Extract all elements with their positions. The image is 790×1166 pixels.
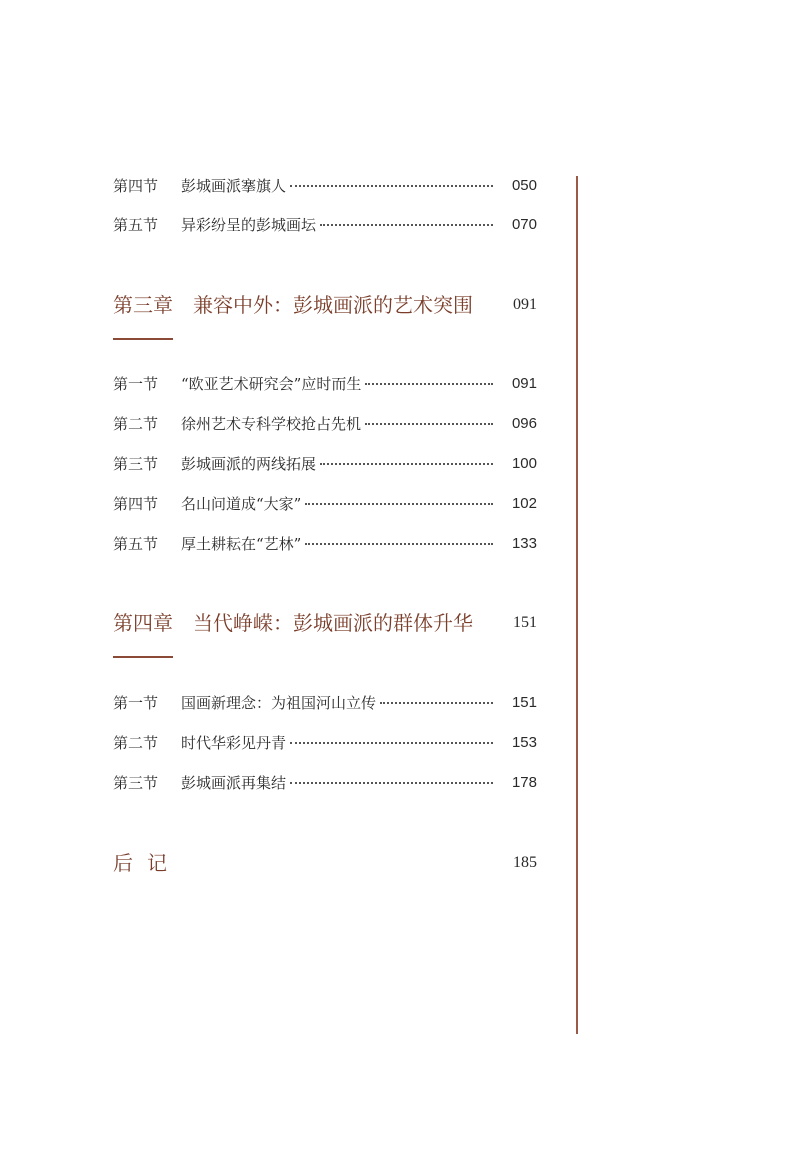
chapter-underline	[113, 338, 173, 340]
afterword-entry[interactable]	[113, 848, 537, 878]
section-title: 异彩纷呈的彭城画坛	[181, 216, 317, 234]
toc-entry[interactable]	[113, 732, 537, 754]
page-number: 102	[511, 495, 537, 512]
toc-entry[interactable]	[113, 175, 537, 197]
section-label: 第五节	[113, 216, 159, 234]
toc-entry[interactable]	[113, 493, 537, 515]
toc-entry[interactable]	[113, 214, 537, 236]
chapter-heading[interactable]	[113, 290, 537, 320]
chapter-heading[interactable]	[113, 608, 537, 638]
page-number: 153	[511, 734, 537, 751]
toc-entry[interactable]	[113, 453, 537, 475]
page-number: 133	[511, 535, 537, 552]
page-number: 151	[511, 694, 537, 711]
leader-dots	[290, 782, 493, 784]
leader-dots	[305, 543, 493, 545]
toc-entry[interactable]	[113, 533, 537, 555]
section-label: 第三节	[113, 774, 159, 792]
page-number: 091	[511, 375, 537, 392]
leader-dots	[290, 185, 493, 187]
toc-entry[interactable]	[113, 373, 537, 395]
leader-dots	[305, 503, 493, 505]
toc-entry[interactable]	[113, 413, 537, 435]
section-label: 第一节	[113, 375, 159, 393]
margin-rule	[576, 176, 578, 1034]
chapter-title: 兼容中外：彭城画派的艺术突围	[193, 293, 473, 317]
toc-entry[interactable]	[113, 772, 537, 794]
section-label: 第五节	[113, 535, 159, 553]
section-label: 第二节	[113, 415, 159, 433]
afterword-page-number: 185	[513, 854, 537, 871]
leader-dots	[365, 423, 493, 425]
page-number: 096	[511, 415, 537, 432]
page-number: 050	[511, 177, 537, 194]
chapter-page-number: 091	[513, 296, 537, 313]
chapter-page-number: 151	[513, 614, 537, 631]
section-title: 彭城画派搴旗人	[181, 177, 287, 195]
section-title: 徐州艺术专科学校抢占先机	[181, 415, 362, 433]
section-title: 国画新理念：为祖国河山立传	[181, 694, 377, 712]
page-number: 178	[511, 774, 537, 791]
section-label: 第一节	[113, 694, 159, 712]
leader-dots	[365, 383, 493, 385]
section-label: 第四节	[113, 177, 159, 195]
section-title: 彭城画派的两线拓展	[181, 455, 317, 473]
section-label: 第三节	[113, 455, 159, 473]
page-number: 070	[511, 216, 537, 233]
leader-dots	[320, 463, 493, 465]
section-title: 名山问道成“大家”	[181, 495, 302, 513]
section-title: 厚土耕耘在“艺林”	[181, 535, 302, 553]
section-title: 彭城画派再集结	[181, 774, 287, 792]
section-label: 第四节	[113, 495, 159, 513]
afterword-label: 后记	[113, 851, 181, 875]
chapter-underline	[113, 656, 173, 658]
leader-dots	[380, 702, 493, 704]
page-number: 100	[511, 455, 537, 472]
leader-dots	[290, 742, 493, 744]
chapter-title: 当代峥嵘：彭城画派的群体升华	[193, 611, 473, 635]
section-label: 第二节	[113, 734, 159, 752]
chapter-label: 第三章	[113, 293, 173, 317]
chapter-label: 第四章	[113, 611, 173, 635]
leader-dots	[320, 224, 493, 226]
section-title: 时代华彩见丹青	[181, 734, 287, 752]
toc-entry[interactable]	[113, 692, 537, 714]
section-title: “欧亚艺术研究会”应时而生	[181, 375, 362, 393]
